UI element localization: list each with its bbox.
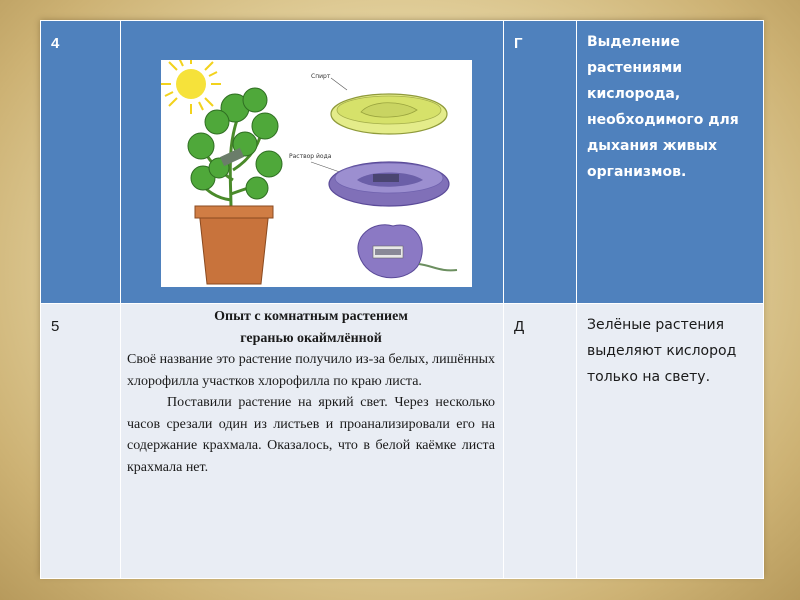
letter-cell	[504, 304, 577, 579]
row-number: 4	[51, 35, 60, 52]
plant-experiment-drawing	[161, 60, 472, 287]
row-number: 5	[51, 318, 60, 335]
sun-icon	[161, 60, 221, 114]
experiment-paragraph-2: Поставили растение на яркий свет. Через несколько часов срезали один из листьев и проанализировали его на содержание крахмала. Оказалось, что в белой каёмке листа крахмала нет.	[127, 395, 495, 475]
experiment-title-line2: геранью окаймлённой	[240, 330, 382, 346]
iodine-dish	[329, 162, 449, 206]
letter-cell	[504, 21, 577, 304]
label-iodine: Раствор йода	[289, 153, 332, 160]
conclusion-text: Зелёные растения выделяют кислород только на свету.	[587, 317, 737, 385]
experiment-description	[121, 304, 503, 478]
row-letter: Д	[514, 318, 525, 335]
conclusion-text: Выделение растениями кислорода, необходимого для дыхания живых организмов.	[587, 34, 739, 180]
plant-experiment-illustration	[161, 60, 472, 287]
experiment-cell	[121, 304, 504, 579]
row-letter: Г	[514, 35, 523, 52]
experiment-title-line1: Опыт с комнатным растением	[214, 309, 408, 324]
experiment-paragraph-1: Своё название это растение получило из-за белых, лишённых хлорофилла участков хлорофилла по краю листа.	[127, 352, 495, 389]
stained-leaf	[358, 225, 457, 278]
label-alcohol: Спирт	[311, 73, 331, 80]
alcohol-dish	[331, 94, 447, 134]
table-row	[41, 304, 764, 579]
conclusion-cell	[577, 304, 764, 579]
geranium-plant	[188, 88, 282, 284]
row-number-cell	[41, 304, 121, 579]
conclusion-cell	[577, 21, 764, 304]
row-number-cell	[41, 21, 121, 304]
